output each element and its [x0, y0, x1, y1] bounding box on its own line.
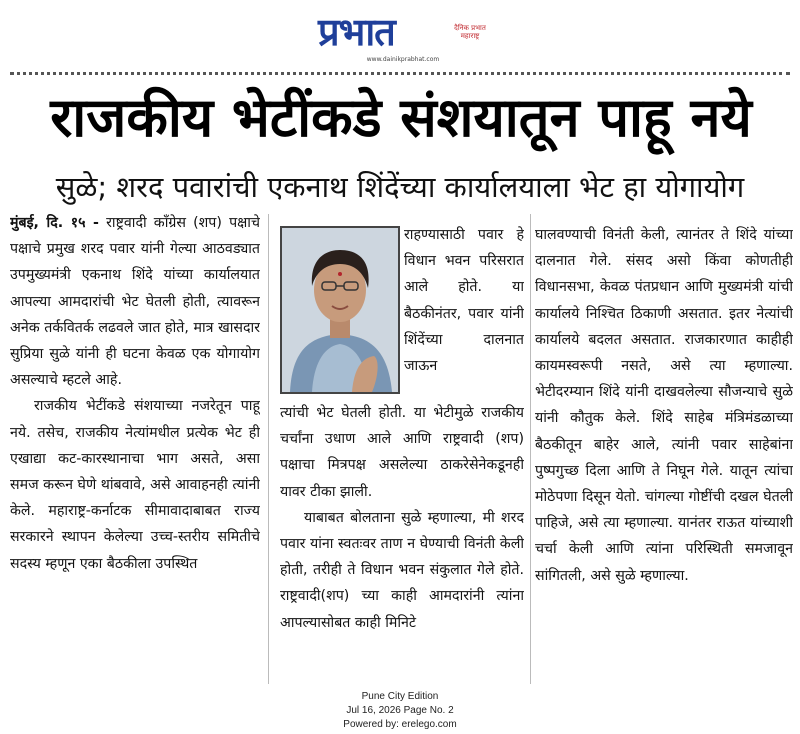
page-footer: [0, 690, 800, 732]
article-column-3: [535, 222, 793, 692]
article-paragraph: त्यांची भेट घेतली होती. या भेटीमुळे राजकीय चर्चांना उधाण आले आणि राष्ट्रवादी (शप) पक्षाचा मित्रपक्ष असलेल्या ठाकरेसेनेकडूनही यावर टीका झाली.: [280, 405, 524, 500]
article-paragraph: [10, 210, 260, 393]
article-column-2-top: [404, 222, 524, 402]
article-paragraph: राहण्यासाठी पवार हे विधान भवन परिसरात आले होते. या बैठकीनंतर, पवार यांनी शिंदेंच्या दालनात जाऊन: [404, 227, 524, 375]
column-divider: [530, 214, 531, 684]
portrait-illustration: [282, 228, 398, 392]
article-headline: राजकीय भेटींकडे संशयातून पाहू नये: [50, 86, 752, 149]
column-divider: [268, 214, 269, 684]
logo-website: www.dainikprabhat.com: [366, 56, 440, 63]
prabhat-logo: [318, 10, 488, 63]
masthead-divider: [10, 72, 790, 75]
article-column-2: [280, 400, 524, 690]
article-column-1: [10, 210, 260, 686]
logo-tagline: दैनिक प्रभात महाराष्ट्र: [454, 24, 486, 40]
dateline: मुंबई, दि. १५ -: [10, 215, 99, 231]
article-paragraph: राजकीय भेटींकडे संशयाच्या नजरेतून पाहू नये. तसेच, राजकीय नेत्यांमधील प्रत्येक भेट ही एखाद्या कट-कारस्थानाचा भाग असते, असा समज करून घेणे थांबवावे, असे आवाहनही त्यांनी केले. महाराष्ट्र-कर्नाटक सीमावादाबाबत राज्य सरकारने स्थापन केलेल्या उच्च-स्तरीय समितीचे सदस्य म्हणून एका बैठकीला उपस्थित: [10, 398, 260, 572]
supriya-sule-photo: [280, 226, 400, 394]
date-page-label: Jul 16, 2026 Page No. 2: [346, 705, 454, 716]
article-paragraph: याबाबत बोलताना सुळे म्हणाल्या, मी शरद पवार यांना स्वतःवर ताण न घेण्याची विनंती केली होती, तरीही ते विधान भवन संकुलात गेले होते. राष्ट्रवादी(शप) च्या काही आमदारांनी त्यांना आपल्यासोबत काही मिनिटे: [280, 509, 524, 631]
article-subheadline: सुळे; शरद पवारांची एकनाथ शिंदेंच्या कार्यालयाला भेट हा योगायोग: [55, 170, 745, 204]
powered-by-label: Powered by: erelego.com: [343, 719, 457, 730]
paragraph-text: राष्ट्रवादी काँग्रेस (शप) पक्षाचे पक्षाचे प्रमुख शरद पवार यांनी गेल्या आठवड्यात उपमुख्यमंत्री एकनाथ शिंदे यांच्या कार्यालयात आपल्या आमदारांची भेट घेतली होती, त्यावरून अनेक तर्कवितर्क लढवले जात होते, मात्र खासदार सुप्रिया सुळे यांनी ही घटना केवळ एक योगायोग असल्याचे म्हटले आहे.: [10, 215, 260, 389]
article-paragraph: घालवण्याची विनंती केली, त्यानंतर ते शिंदे यांच्या दालनात गेले. संसद असो किंवा कोणतीही विधानसभा, केवळ पंतप्रधान आणि मुख्यमंत्री यांची कार्यालये निश्चित ठिकाणी असतात. इतर नेत्यांची कार्यालये बदलत असतात. राजकारणात काहीही कायमस्वरूपी नसते, असे त्या म्हणाल्या. भेटीदरम्यान शिंदे यांनी दाखवलेल्या सौजन्याचे सुळे यांनी कौतुक केले. शिंदे साहेब मंत्रिमंडळाच्या बैठकीतून बाहेर आले, त्यांनी पवार साहेबांना पुष्पगुच्छ दिला आणि ते निघून गेले. यातून त्यांचा मोठेपणा दिसून येतो. चांगल्या गोष्टींची दखल घेतली पाहिजे, असे त्या म्हणाल्या. यानंतर राऊत यांच्याशी चर्चा केली आणि त्यांना परिस्थिती समजावून सांगितली, असे सुळे म्हणाल्या.: [535, 227, 793, 584]
logo-text: प्रभात: [318, 10, 395, 54]
edition-label: Pune City Edition: [361, 691, 439, 702]
masthead: [0, 0, 800, 72]
